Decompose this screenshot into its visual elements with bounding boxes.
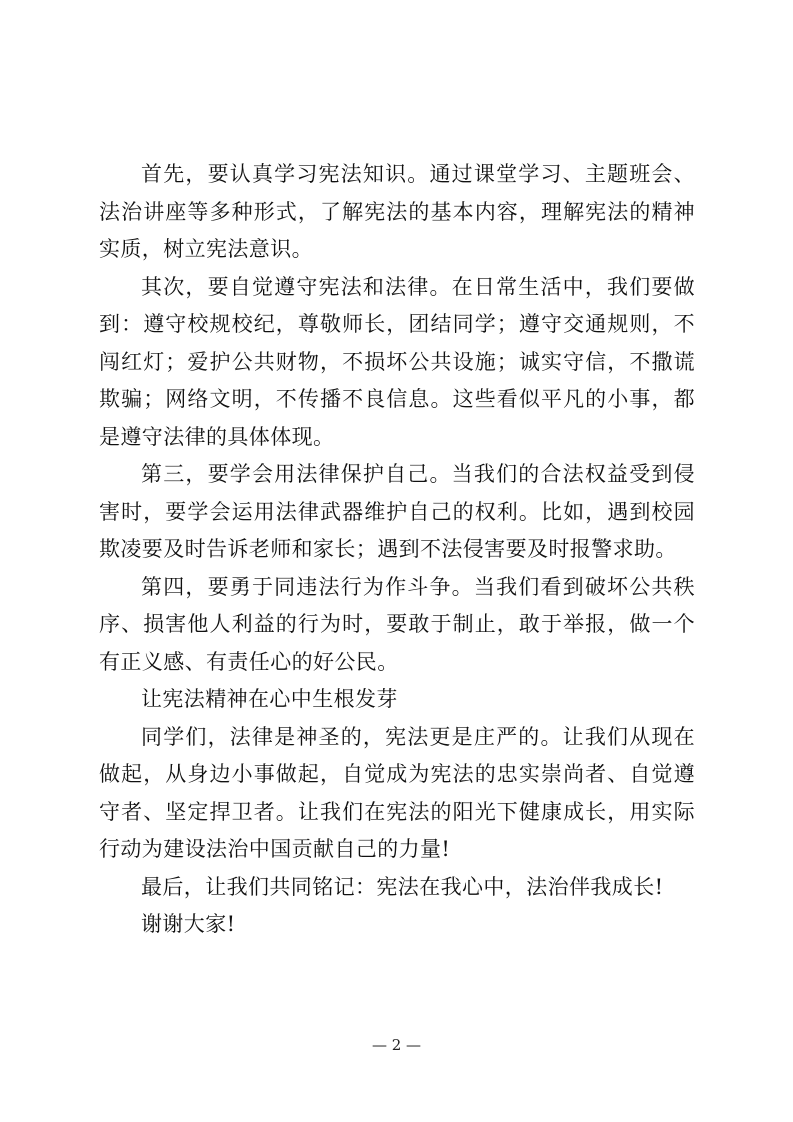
- paragraph-5: 同学们，法律是神圣的，宪法更是庄严的。让我们从现在做起，从身边小事做起，自觉成为宪法的忠实崇尚者、自觉遵守者、坚定捍卫者。让我们在宪法的阳光下健康成长，用实际行动为建设法治中国贡献自己的力量!: [99, 724, 695, 861]
- closing-line: 谢谢大家!: [141, 912, 236, 936]
- document-body: [99, 156, 695, 944]
- paragraph-2: 其次，要自觉遵守宪法和法律。在日常生活中，我们要做到：遵守校规校纪，尊敬师长，团结同学；遵守交通规则，不闯红灯；爱护公共财物，不损坏公共设施；诚实守信，不撒谎欺骗；网络文明，不传播不良信息。这些看似平凡的小事，都是遵守法律的具体体现。: [99, 274, 695, 449]
- paragraph-3: 第三，要学会用法律保护自己。当我们的合法权益受到侵害时，要学会运用法律武器维护自己的权利。比如，遇到校园欺凌要及时告诉老师和家长；遇到不法侵害要及时报警求助。: [99, 462, 695, 561]
- page-number: — 2 —: [371, 1036, 422, 1054]
- section-heading: 让宪法精神在心中生根发芽: [141, 687, 398, 711]
- paragraph-1: 首先，要认真学习宪法知识。通过课堂学习、主题班会、法治讲座等多种形式，了解宪法的基本内容，理解宪法的精神实质，树立宪法意识。: [99, 162, 695, 261]
- paragraph-6: 最后，让我们共同铭记：宪法在我心中，法治伴我成长!: [141, 874, 664, 899]
- paragraph-4: 第四，要勇于同违法行为作斗争。当我们看到破坏公共秩序、损害他人利益的行为时，要敢于制止，敢于举报，做一个有正义感、有责任心的好公民。: [99, 574, 695, 674]
